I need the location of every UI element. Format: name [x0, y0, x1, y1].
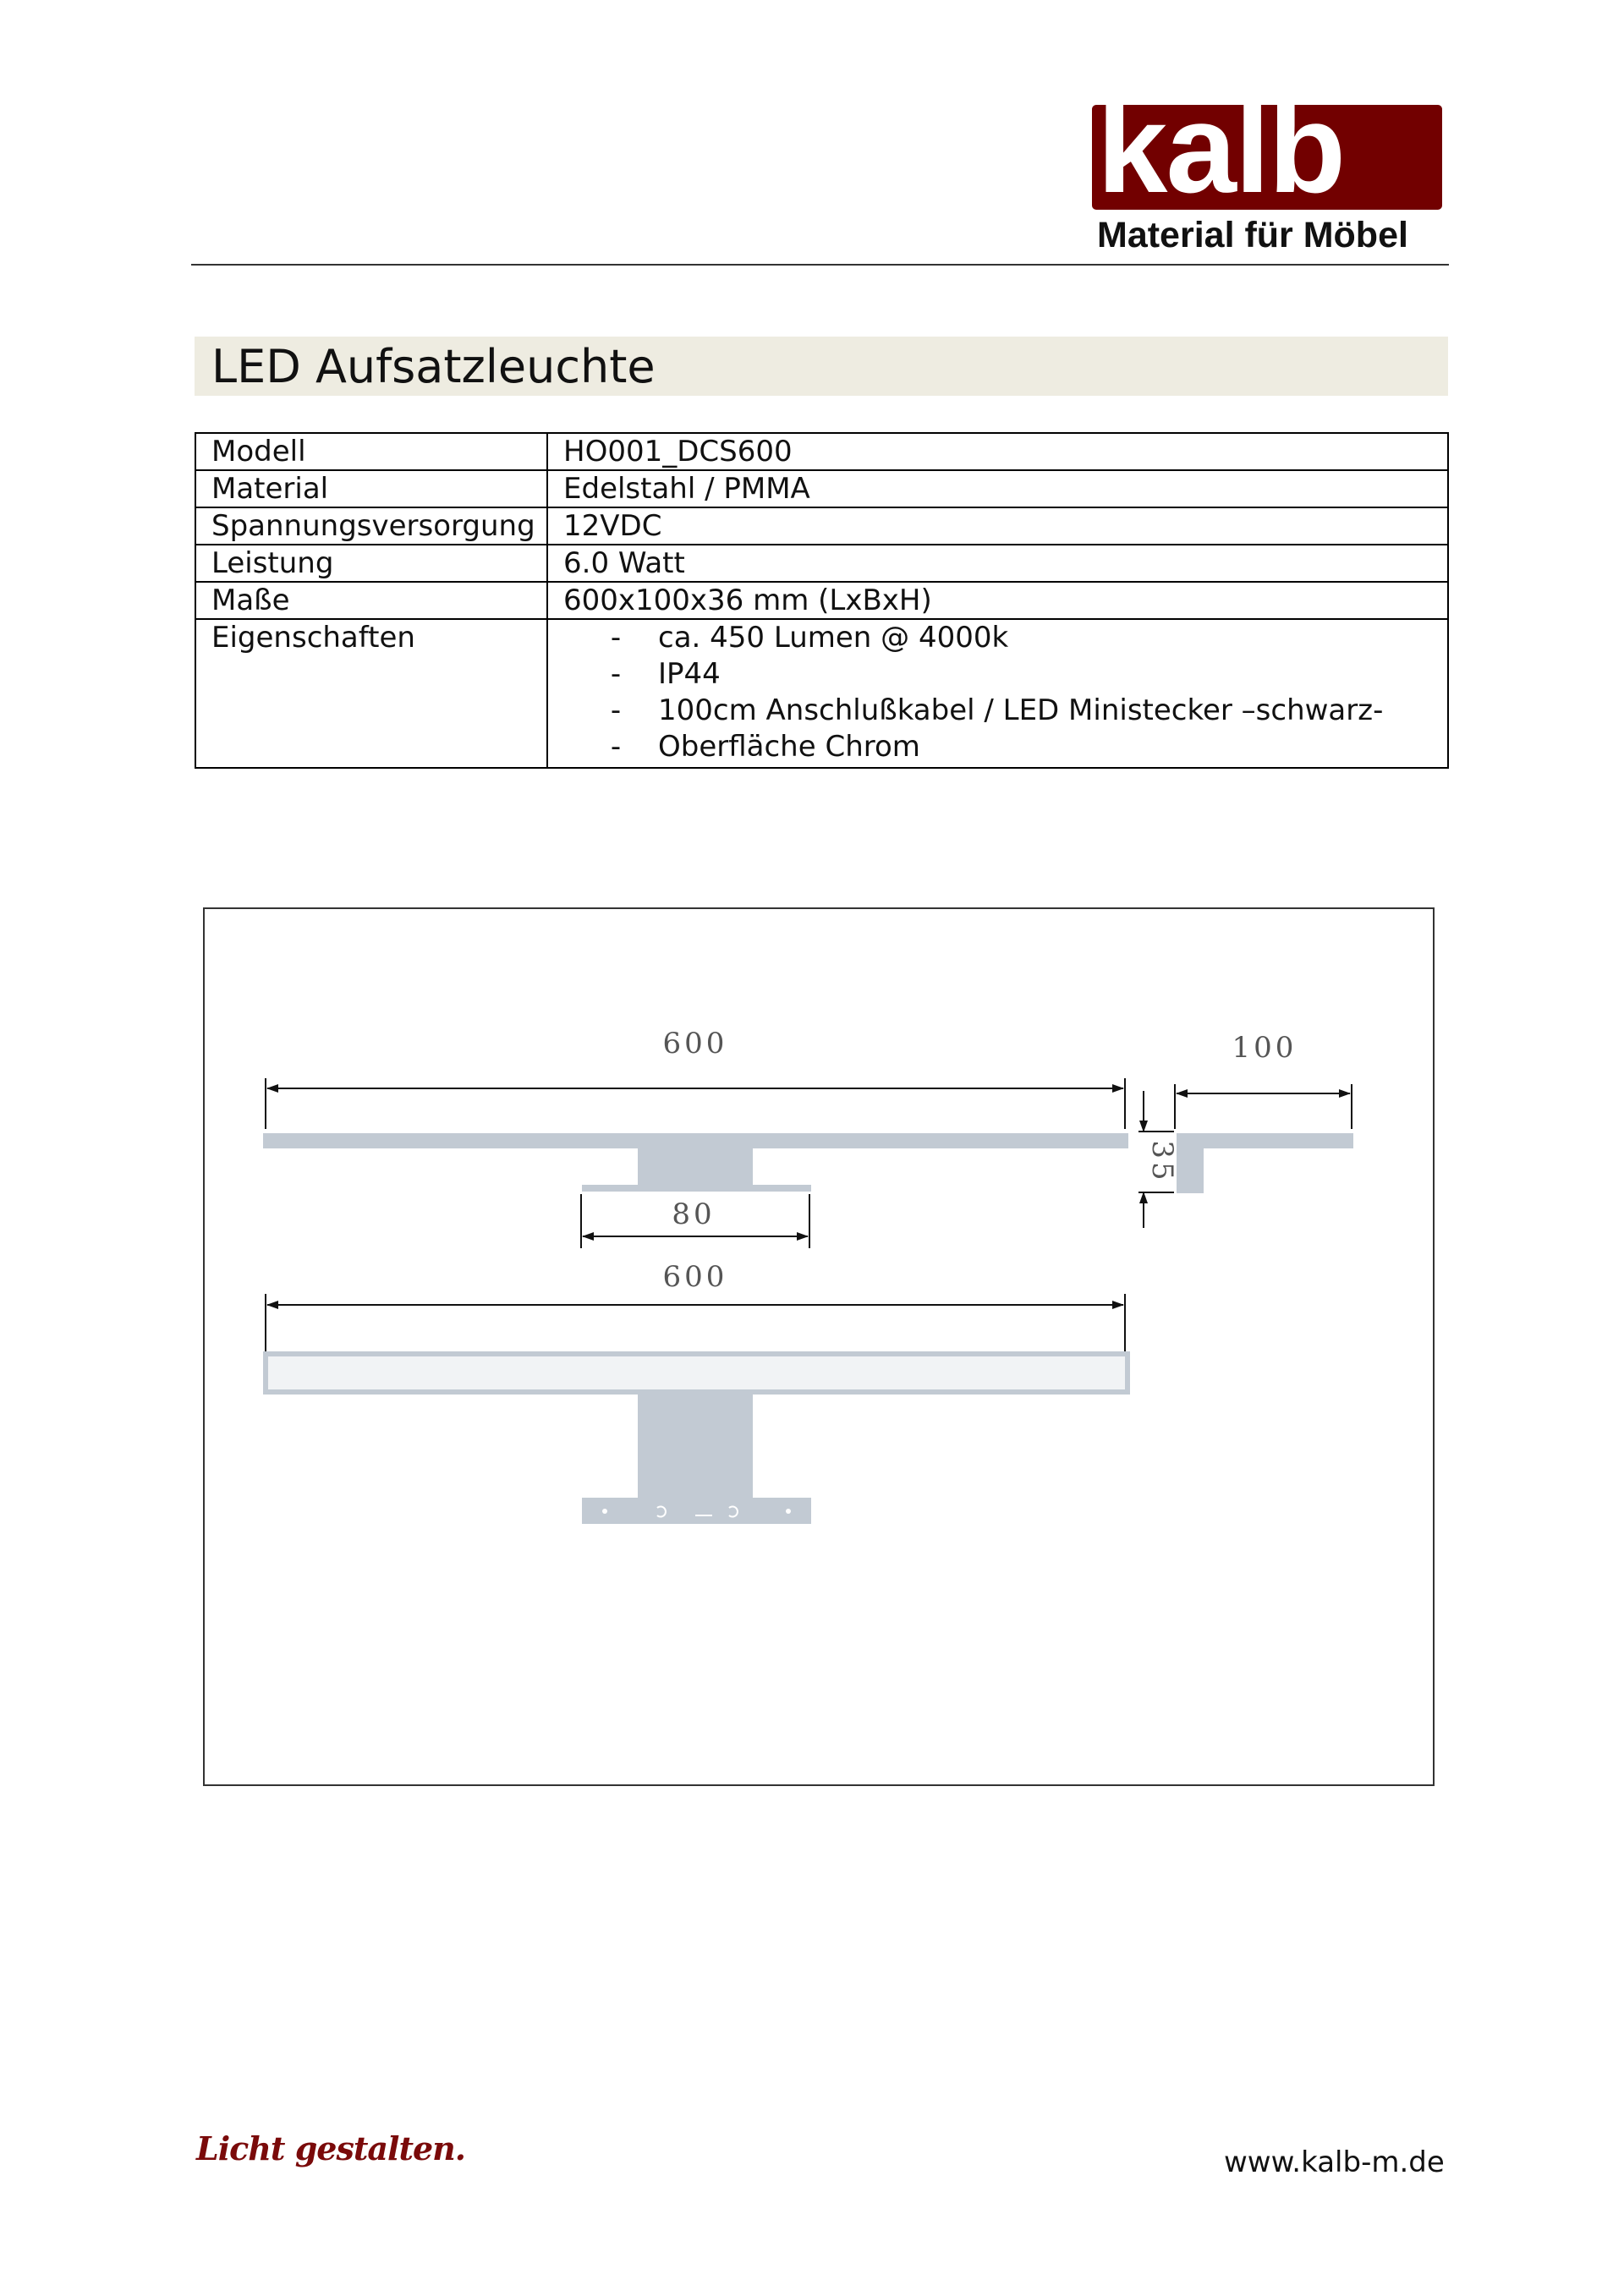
fixture-diffuser-front	[268, 1356, 1125, 1389]
spec-value: HO001_DCS600	[547, 433, 1448, 470]
list-item: - Oberfläche Chrom	[610, 730, 920, 764]
spec-label: Maße	[195, 582, 547, 619]
spec-label: Modell	[195, 433, 547, 470]
screw-hole-icon	[602, 1509, 607, 1514]
list-item: - 100cm Anschlußkabel / LED Ministecker –schwarz-	[610, 693, 1384, 727]
spec-label: Material	[195, 470, 547, 507]
spec-label: Spannungsversorgung	[195, 507, 547, 545]
dim-label-length-top: 600	[662, 1027, 728, 1060]
property-text: 100cm Anschlußkabel / LED Ministecker –schwarz-	[658, 693, 1384, 727]
page-title: LED Aufsatzleuchte	[211, 340, 656, 393]
fixture-bar-top	[263, 1133, 1128, 1148]
fixture-arm-side	[1177, 1133, 1204, 1193]
fixture-base-top	[582, 1185, 811, 1192]
spec-label: Eigenschaften	[195, 619, 547, 768]
dim-label-height: 35	[1145, 1140, 1179, 1184]
dim-label-depth: 100	[1232, 1031, 1298, 1065]
list-item: - ca. 450 Lumen @ 4000k	[610, 621, 1009, 655]
dim-label-length-front: 600	[662, 1260, 728, 1294]
footer-url[interactable]: www.kalb-m.de	[1224, 2145, 1445, 2179]
property-text: ca. 450 Lumen @ 4000k	[658, 621, 1009, 655]
property-text: Oberfläche Chrom	[658, 730, 920, 764]
dim-label-base: 80	[672, 1197, 716, 1231]
spec-value: Edelstahl / PMMA	[547, 470, 1448, 507]
list-item: - IP44	[610, 657, 721, 691]
logo-tagline: Material für Möbel	[1097, 215, 1408, 255]
spec-value: 600x100x36 mm (LxBxH)	[547, 582, 1448, 619]
screw-hole-icon	[786, 1509, 791, 1514]
fixture-arm-front	[638, 1395, 753, 1499]
footer-slogan: Licht gestalten.	[196, 2129, 466, 2167]
logo-text: kalb	[1097, 77, 1345, 219]
spec-label: Leistung	[195, 545, 547, 582]
spec-value: 12VDC	[547, 507, 1448, 545]
spec-value: 6.0 Watt	[547, 545, 1448, 582]
fixture-arm-top	[638, 1148, 753, 1188]
fixture-mount-plate	[582, 1498, 811, 1524]
property-text: IP44	[658, 657, 721, 691]
